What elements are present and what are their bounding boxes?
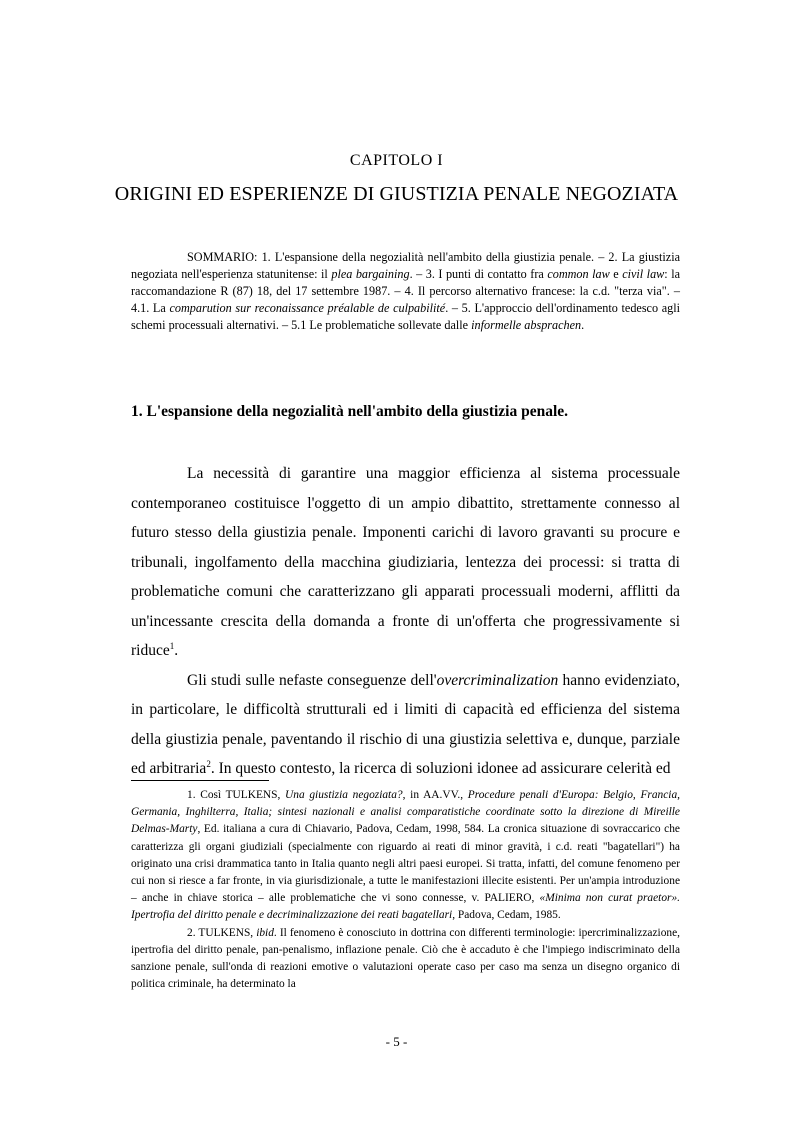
- body-text: [131, 459, 680, 784]
- paragraph: Gli studi sulle nefaste conseguenze dell'overcriminalization hanno evidenziato, in particolare, le difficoltà strutturali ed i limiti di capacità ed efficienza del sistema della giustizia penale, paventando il rischio di una giustizia selettiva e, dunque, parziale ed arbitraria$^2$. In questo contesto, la ricerca di soluzioni idonee ad assicurare celerità ed: [131, 671, 680, 777]
- paragraph: La necessità di garantire una maggior efficienza al sistema processuale contemporaneo costituisce l'oggetto di un ampio dibattito, strettamente connesso al futuro stesso della giustizia penale. Imponenti carichi di lavoro gravanti su procure e tribunali, ingolfamento della macchina giudiziaria, lentezza dei processi: si tratta di problematiche comuni che caratterizzano gli apparati processuali moderni, afflitti da un'incessante crescita della domanda a fronte di un'offerta che progressivamente si riduce$^1$.: [131, 465, 680, 659]
- footnote-divider: [131, 780, 269, 781]
- footnote-ref[interactable]: 1: [169, 641, 175, 651]
- page-number: - 5 -: [385, 1034, 408, 1049]
- footnote: 1. Così TULKENS, Una giustizia negoziata?, in AA.VV., Procedure penali d'Europa: Belgio, Francia, Germania, Inghilterra, Italia; sintesi nazionali e analisi comparatistiche coordinate sotto la direzione di Mireille Delmas-Marty, Ed. italiana a cura di Chiavario, Padova, Cedam, 1998, 584. La cronica situazione di sovraccarico che caratterizza gli organi giudiziali (specialmente con riguardo ai reati di minor gravità, i c.d. reati "bagatellari") ha originato una crisi drammatica tanto in Italia quanto negli altri paesi europei. Si tratta, infatti, del comune fenomeno per cui non si riesce a far fronte, in via giurisdizionale, a tutte le manifestazioni illecite esistenti. Per un'ampia introduzione – anche in chiave storica – alle problematiche che vi sono connesse, v. PALIERO, «Minima non curat praetor». Ipertrofia del diritto penale e decriminalizzazione dei reati bagatellari, Padova, Cedam, 1985.: [131, 789, 680, 922]
- chapter-summary: SOMMARIO: 1. L'espansione della negozialità nell'ambito della giustizia penale. – 2. La giustizia negoziata nell'esperienza statunitense: il plea bargaining. – 3. I punti di contatto fra common law e civil law: la raccomandazione R (87) 18, del 17 settembre 1987. – 4. Il percorso alternativo francese: la c.d. "terza via". – 4.1. La comparution sur reconaissance préalable de culpabilité. – 5. L'approccio dell'ordinamento tedesco agli schemi processuali alternativi. – 5.1 Le problematiche sollevate dalle informelle absprachen.: [131, 250, 680, 332]
- section-heading: 1. L'espansione della negozialità nell'ambito della giustizia penale.: [131, 403, 569, 420]
- footnote: 2. TULKENS, ibid. Il fenomeno è conosciuto in dottrina con differenti terminologie: ipercriminalizzazione, ipertrofia del diritto penale, pan-penalismo, inflazione penale. Ciò che è accaduto è che l'impiego indiscriminato della sanzione penale, sull'onda di reazioni emotive o valutazioni operate caso per caso ma senza un disegno organico di politica criminale, ha determinato la: [131, 926, 680, 991]
- chapter-title: ORIGINI ED ESPERIENZE DI GIUSTIZIA PENALE NEGOZIATA: [114, 183, 679, 205]
- chapter-label: CAPITOLO I: [349, 152, 444, 169]
- footnotes: [131, 787, 680, 993]
- footnote-ref[interactable]: 2: [206, 759, 211, 769]
